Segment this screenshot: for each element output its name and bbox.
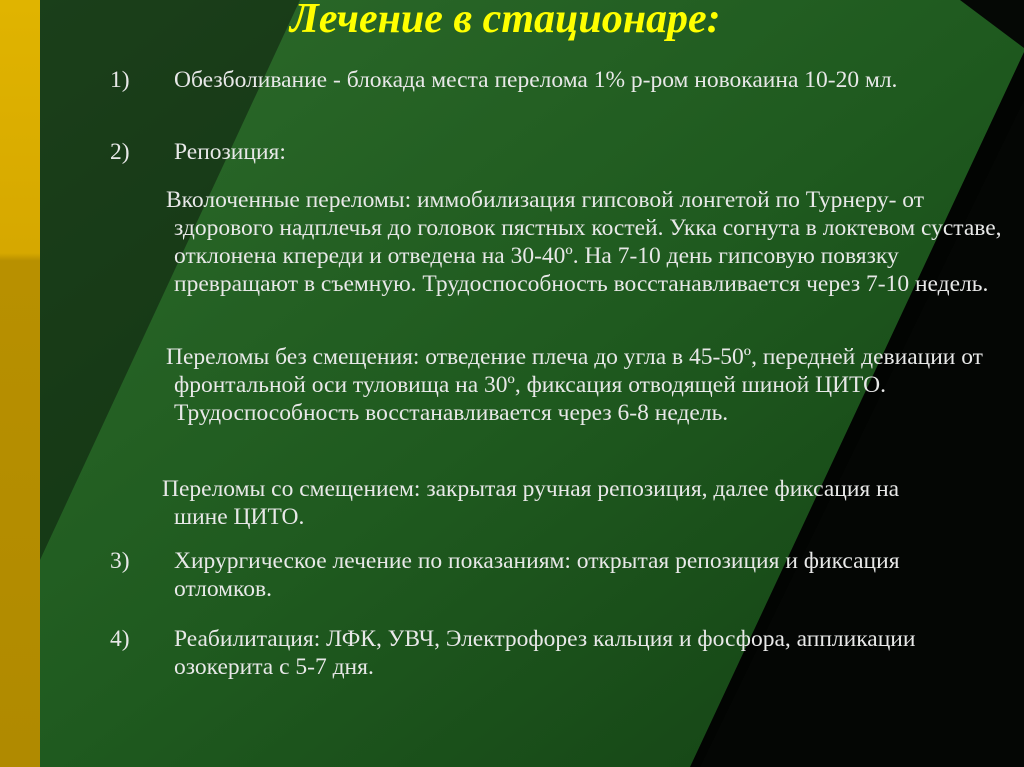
item-4-number: 4) [110, 626, 130, 652]
item-1-number: 1) [110, 67, 130, 93]
left-accent-bar [0, 0, 40, 767]
item-2-text: Репозиция: [174, 139, 286, 165]
paragraph-no-displacement: Переломы без смещения: отведение плеча до угла в 45-50º, передней девиации от фронтальной оси туловища на 30º, фиксация отводящей шиной ЦИТО. Трудоспособность восстанавливается через 6-8 недель. [166, 344, 983, 426]
item-1-text: Обезболивание - блокада места перелома 1% р-ром новокаина 10-20 мл. [174, 67, 898, 93]
item-2-number: 2) [110, 139, 130, 165]
item-3-number: 3) [110, 548, 130, 574]
item-4-text: Реабилитация: ЛФК, УВЧ, Электрофорез кальция и фосфора, аппликации озокерита с 5-7 дня. [174, 626, 916, 680]
paragraph-impacted-fractures: Вколоченные переломы: иммобилизация гипсовой лонгетой по Турнеру- от здорового надплечья до головок пястных костей. Укка согнута в локтевом суставе, отклонена кпереди и отведена на 30-40º. На 7-10 день гипсовую повязку превращают в съемную. Трудоспособность восстанавливается через 7-10 недель. [166, 187, 1002, 297]
slide-title: Лечение в стационаре: [290, 0, 721, 42]
item-3-text: Хирургическое лечение по показаниям: открытая репозиция и фиксация отломков. [174, 548, 900, 602]
paragraph-with-displacement: Переломы со смещением: закрытая ручная репозиция, далее фиксация на шине ЦИТО. [162, 476, 900, 530]
